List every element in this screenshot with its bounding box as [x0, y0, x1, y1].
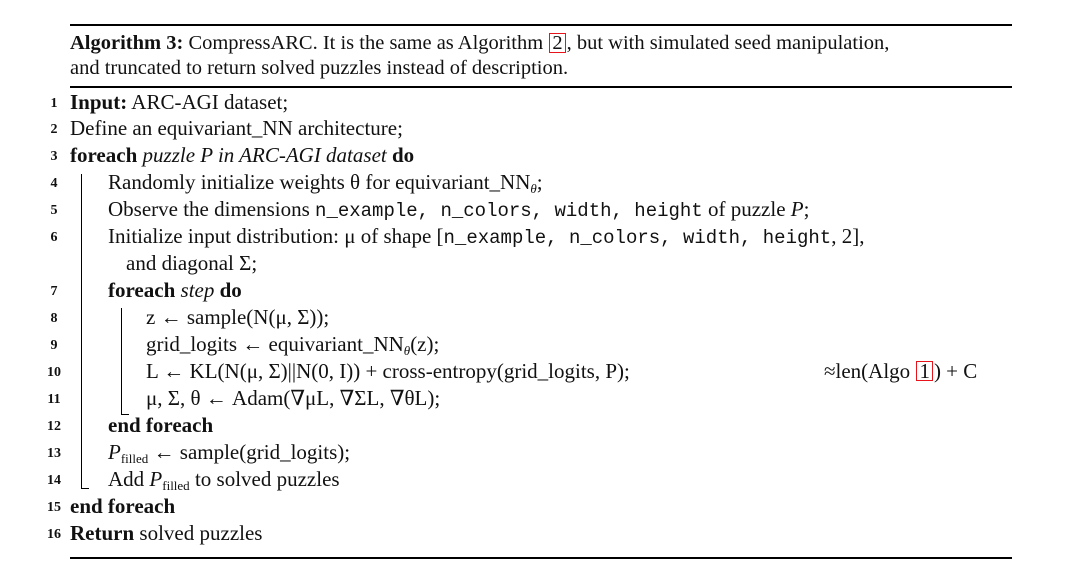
line-end: ;	[536, 170, 543, 194]
line-text: L ← KL(N(μ, Σ)||N(0, I)) + cross-entropy(grid_logits, P);	[146, 359, 630, 383]
line-text-post: , 2],	[831, 224, 865, 248]
loop-condition: puzzle P in ARC-AGI dataset	[137, 143, 392, 167]
theta-subscript: θ	[403, 343, 411, 358]
shape-code: n_example, n_colors, width, height	[443, 227, 832, 249]
line-text: Add	[108, 467, 150, 491]
input-text: ARC-AGI dataset;	[127, 90, 289, 114]
outer-loop-bar	[81, 174, 82, 488]
line-number: 2	[50, 122, 58, 137]
line-number: 15	[47, 500, 61, 515]
line-number: 14	[47, 473, 61, 488]
line-number: 7	[50, 284, 58, 299]
algorithm-ref-link[interactable]: 1	[916, 361, 933, 381]
line-text: Define an equivariant_NN architecture;	[70, 116, 403, 140]
outer-loop-hook	[81, 488, 89, 489]
caption-rule	[70, 86, 1012, 88]
line-number: 16	[47, 527, 61, 542]
caption-line-2: and truncated to return solved puzzles instead of description.	[70, 57, 569, 79]
puzzle-var: P	[790, 197, 804, 221]
line-text: z ← sample(N(μ, Σ));	[146, 305, 330, 329]
line-number: 11	[47, 392, 61, 407]
do-keyword: do	[391, 143, 415, 167]
line-text-post: to solved puzzles	[189, 467, 340, 491]
line-end: ;	[803, 197, 810, 221]
comment-text-end: ) + C	[933, 359, 978, 383]
line-number: 4	[50, 176, 58, 191]
line-text: Randomly initialize weights θ for equivariant_NN	[108, 170, 531, 194]
algorithm-caption	[70, 31, 1015, 81]
algorithm-ref-link[interactable]: 2	[549, 33, 565, 53]
caption-text-b: , but with simulated seed manipulation,	[566, 32, 890, 54]
line-number: 13	[47, 446, 61, 461]
inner-loop-bar	[121, 308, 122, 414]
foreach-keyword: foreach	[108, 278, 176, 302]
line-number: 1	[50, 96, 58, 111]
puzzle-var: P	[149, 467, 163, 491]
end-foreach-keyword: end foreach	[70, 494, 176, 518]
theta-subscript: θ	[530, 181, 537, 196]
line-text-post: ← sample(grid_logits);	[148, 440, 351, 464]
line-number: 12	[47, 419, 61, 434]
line-number: 10	[47, 365, 61, 380]
line-number: 9	[50, 338, 58, 353]
comment-text: ≈len(Algo	[824, 359, 916, 383]
loop-condition: step	[175, 278, 220, 302]
line-text: grid_logits ← equivariant_NN	[146, 332, 404, 356]
line-text: μ, Σ, θ ← Adam(∇μL, ∇ΣL, ∇θL);	[146, 386, 441, 410]
return-text: solved puzzles	[134, 521, 263, 545]
input-keyword: Input:	[70, 90, 128, 114]
dimension-code: n_example, n_colors, width, height	[315, 200, 703, 222]
complexity-comment	[824, 358, 977, 384]
puzzle-var: P	[108, 440, 121, 464]
end-foreach-keyword: end foreach	[108, 413, 214, 437]
return-keyword: Return	[70, 521, 135, 545]
caption-text-a: CompressARC. It is the same as Algorithm	[183, 32, 549, 54]
line-number: 5	[50, 203, 58, 218]
do-keyword: do	[219, 278, 242, 302]
line-text-post: of puzzle	[702, 197, 791, 221]
algorithm-label: Algorithm 3:	[70, 32, 184, 54]
foreach-keyword: foreach	[70, 143, 138, 167]
top-rule	[70, 24, 1012, 26]
line-text: Initialize input distribution: μ of shape [	[108, 224, 444, 248]
line-number: 6	[50, 230, 58, 245]
line-number: 8	[50, 311, 58, 326]
line-text-cont: and diagonal Σ;	[126, 251, 258, 275]
filled-subscript: filled	[162, 478, 190, 493]
line-text-post: (z);	[410, 332, 440, 356]
filled-subscript: filled	[120, 451, 149, 466]
line-text: Observe the dimensions	[108, 197, 316, 221]
line-number: 3	[50, 149, 58, 164]
bottom-rule	[70, 557, 1012, 559]
